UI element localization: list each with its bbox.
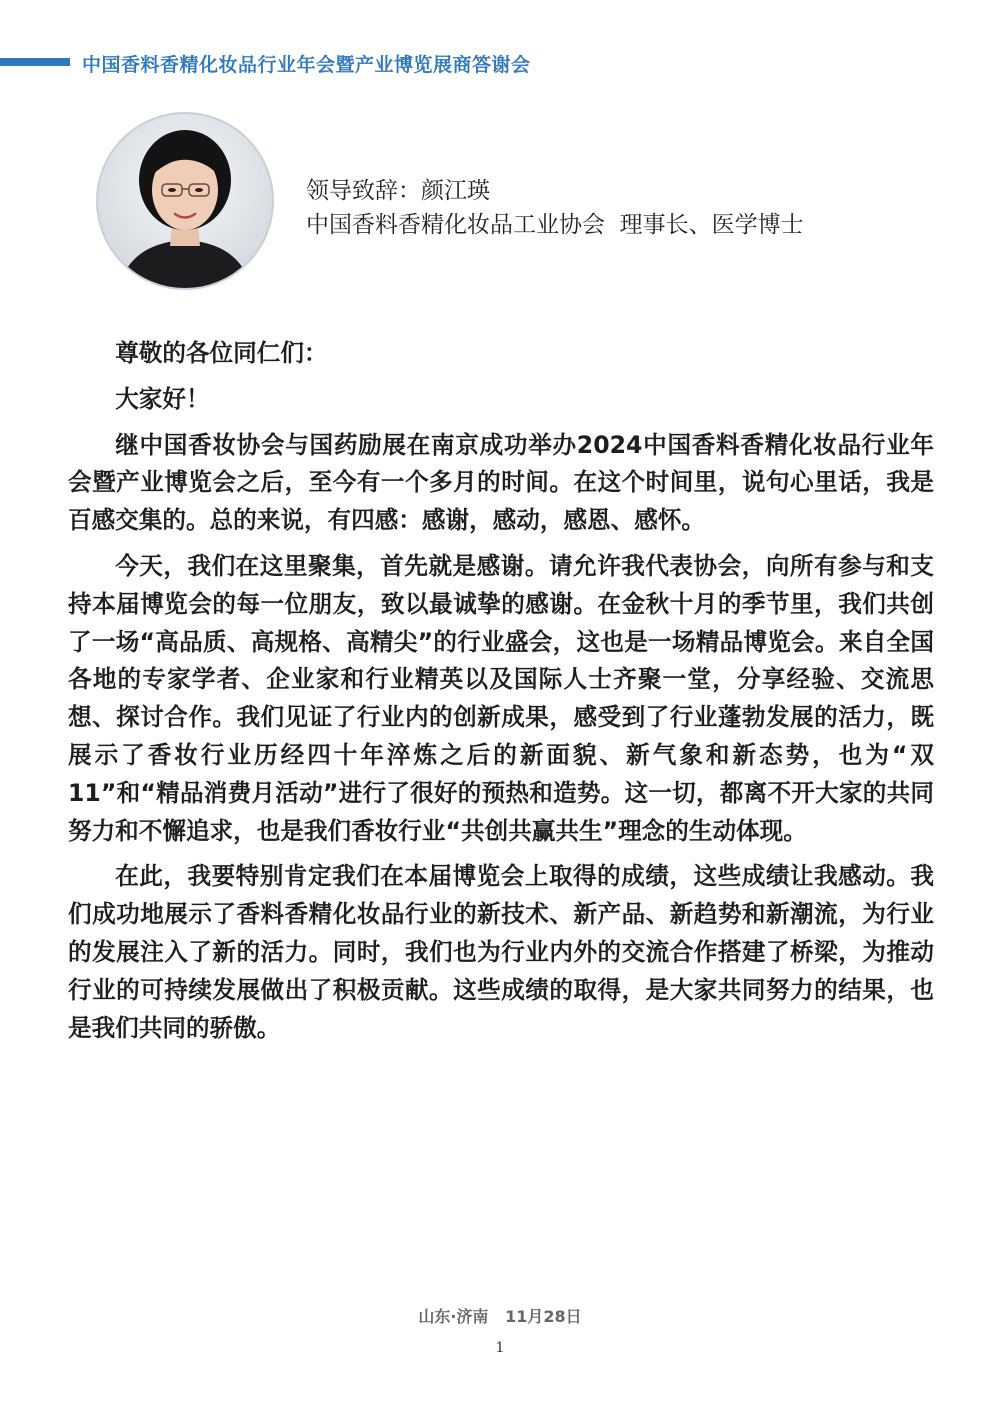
footer-place-date: 山东·济南 11月28日 — [418, 1307, 582, 1326]
letter-body — [68, 335, 934, 1055]
portrait-illustration — [98, 114, 272, 288]
speaker-title: 中国香料香精化妆品工业协会 理事长、医学博士 — [306, 212, 804, 238]
letter-paragraph: 今天，我们在这里聚集，首先就是感谢。请允许我代表协会，向所有参与和支持本届博览会的每一位朋友，致以最诚挚的感谢。在金秋十月的季节里，我们共创了一场“高品质、高规格、高精尖”的行业盛会，这也是一场精品博览会。来自全国各地的专家学者、企业家和行业精英以及国际人士齐聚一堂，分享经验、交流思想、探讨合作。我们见证了行业内的创新成果，感受到了行业蓬勃发展的活力，既展示了香妆行业历经四十年淬炼之后的新面貌、新气象和新态势，也为“双11”和“精品消费月活动”进行了很好的预热和造势。这一切，都离不开大家的共同努力和不懈追求，也是我们香妆行业“共创共赢共生”理念的生动体现。 — [68, 551, 934, 845]
letter-paragraph: 在此，我要特别肯定我们在本届博览会上取得的成绩，这些成绩让我感动。我们成功地展示了香料香精化妆品行业的新技术、新产品、新趋势和新潮流，为行业的发展注入了新的活力。同时，我们也为行业内外的交流合作搭建了桥梁，为推动行业的可持续发展做出了积极贡献。这些成绩的取得，是大家共同努力的结果，也是我们共同的骄傲。 — [68, 862, 934, 1042]
letter-greeting: 大家好！ — [115, 384, 210, 413]
header-title: 中国香料香精化妆品行业年会暨产业博览展商答谢会 — [82, 54, 531, 76]
letter-salutation: 尊敬的各位同仁们： — [115, 339, 328, 367]
page-number: 1 — [495, 1340, 505, 1356]
speaker-portrait — [96, 112, 274, 290]
speaker-name: 领导致辞：颜江瑛 — [306, 178, 490, 204]
speaker-info — [306, 174, 804, 242]
letter-paragraph: 继中国香妆协会与国药励展在南京成功举办2024中国香料香精化妆品行业年会暨产业博览会之后，至今有一个多月的时间。在这个时间里，说句心里话，我是百感交集的。总的来说，有四感：感谢，感动，感恩、感怀。 — [68, 430, 934, 535]
header-accent-bar — [0, 58, 70, 66]
